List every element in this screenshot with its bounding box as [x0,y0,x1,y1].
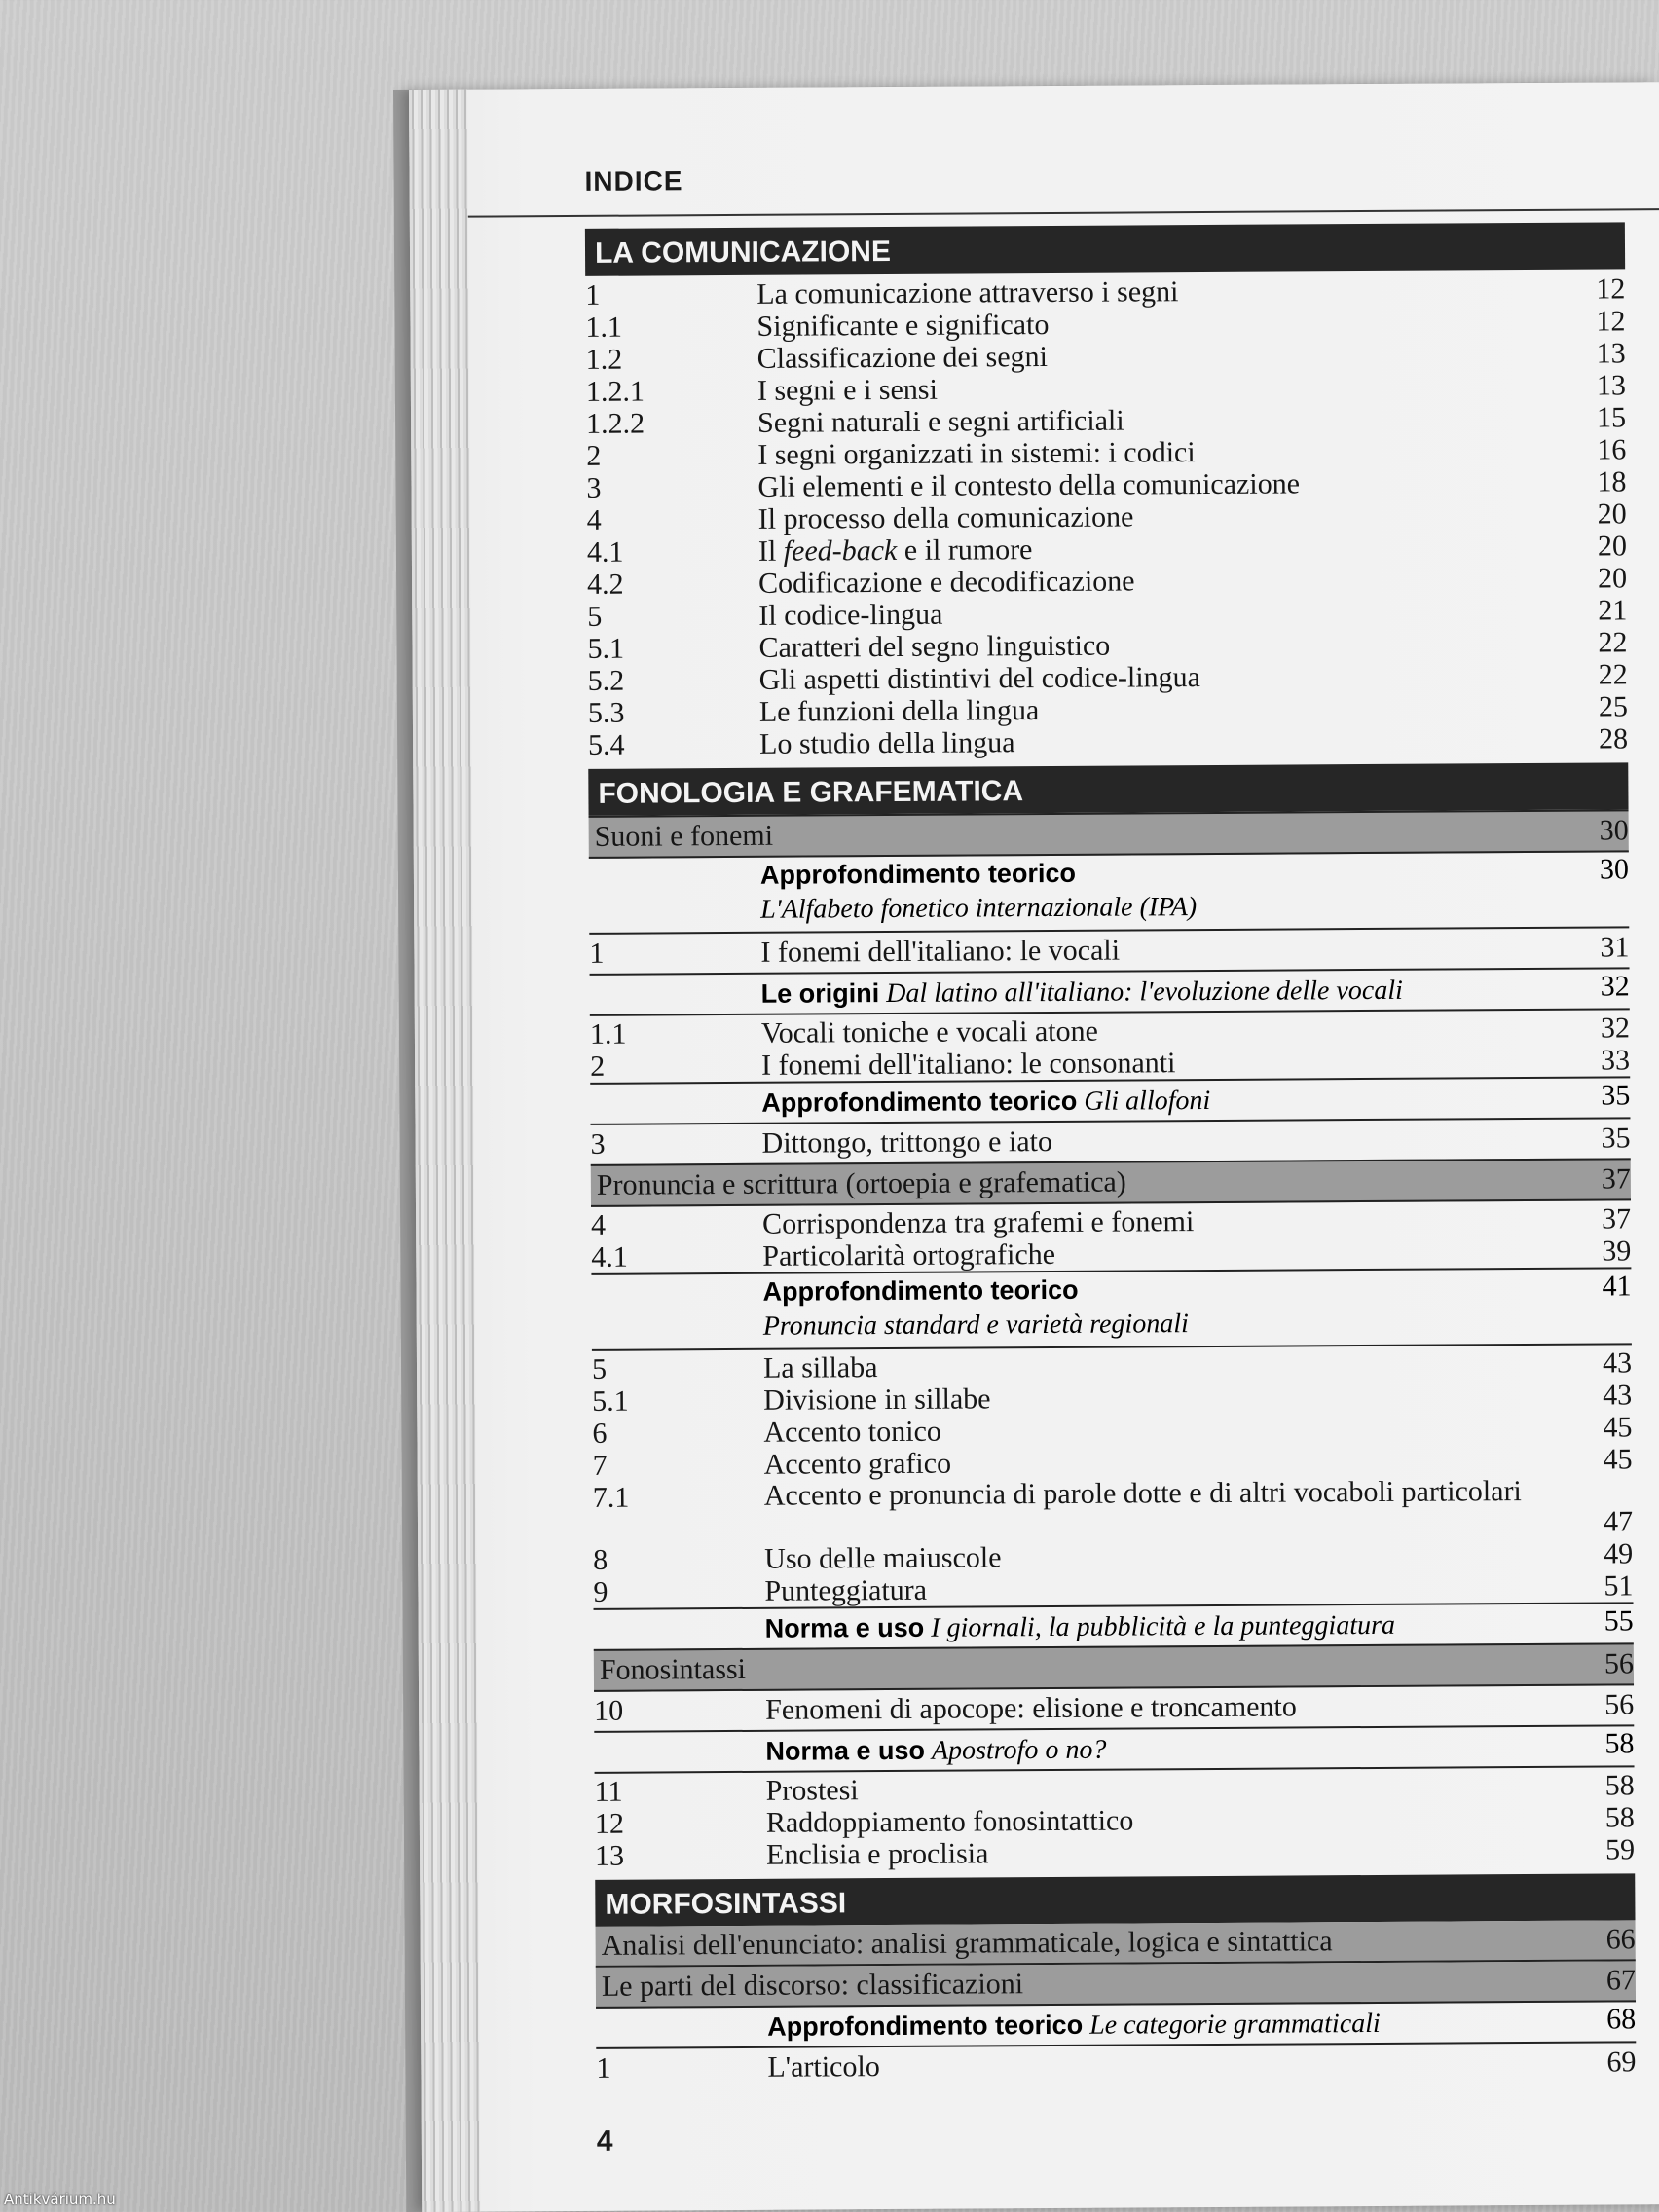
entry-title [758,534,1033,568]
entry-number: 1 [596,2051,611,2084]
insert-page: 35 [1601,1079,1631,1112]
subsection-page: 67 [1605,1964,1636,1997]
entry-number: 1.2.1 [585,375,645,408]
entry-page: 47 [1603,1505,1634,1538]
book-page [409,82,1659,2212]
subsection-page: 30 [1599,814,1629,847]
insert-title: I giornali, la pubblicità e la punteggiatura [931,1609,1396,1643]
entry-number: 11 [594,1775,623,1808]
entry-page: 28 [1598,722,1629,756]
toc-entry [596,2041,1636,2088]
insert-title: Gli allofoni [1084,1085,1211,1117]
section-heading-fonologia: FONOLOGIA E GRAFEMATICA [588,762,1628,816]
insert-page: 41 [1602,1270,1632,1303]
subsection-heading [596,1920,1636,1968]
entry-number: 9 [593,1575,608,1608]
entry-number: 13 [594,1839,625,1872]
entry-number: 5.1 [592,1384,629,1418]
entry-title: Dittongo, trittongo e iato [761,1124,1053,1160]
entry-page: 13 [1596,337,1626,370]
insert-title: L'Alfabeto fonetico internazionale (IPA) [760,892,1198,925]
insert-keyword: Approfondimento teorico [767,2009,1084,2042]
insert-line [765,1730,1106,1772]
entry-title: Accento grafico [763,1447,952,1481]
page-stack-edge [409,90,480,2212]
subsection-page: 56 [1604,1647,1635,1680]
entry-number: 5 [591,1352,608,1385]
entry-page: 20 [1597,562,1628,595]
page-number: 4 [596,2124,613,2157]
insert-page: 30 [1599,853,1630,886]
toc-entry [589,926,1629,974]
entry-page: 56 [1604,1688,1635,1721]
entry-number: 1.2 [585,343,623,376]
entry-page: 13 [1596,369,1626,402]
entry-number: 5.3 [587,696,625,729]
entry-title: Corrispondenza tra grafemi e fonemi [762,1205,1195,1240]
insert-keyword: Le origini [760,978,880,1009]
entry-number: 1 [585,278,601,312]
insert-norma-uso [594,1602,1634,1649]
subsection-title: Suoni e fonemi [594,819,774,853]
entry-title: Segni naturali e segni artificiali [756,404,1124,439]
entry-page: 43 [1603,1379,1633,1412]
entry-title: Particolarità ortografiche [762,1237,1056,1272]
entry-number: 8 [593,1543,608,1576]
entry-number: 2 [586,439,602,472]
entry-title: Divisione in sillabe [763,1382,991,1417]
insert-line [761,971,1403,1014]
entry-number: 5.2 [587,664,625,697]
entry-title: I segni organizzati in sistemi: i codici [757,436,1196,471]
section-entries-comunicazione [585,269,1628,761]
toc-entry [593,1475,1633,1544]
entry-page: 39 [1602,1235,1632,1268]
entry-page: 45 [1603,1411,1633,1444]
entry-title: Enclisia e proclisia [765,1837,989,1871]
entry-page: 12 [1596,273,1626,306]
insert-approfondimento [590,1076,1630,1124]
insert-title: Le categorie grammaticali [1089,2008,1381,2041]
toc-entry [590,1117,1630,1164]
entry-number: 5.4 [588,728,625,761]
entry-number: 1 [589,937,605,970]
entry-number: 5.1 [587,632,625,665]
entry-number: 3 [590,1127,606,1161]
entry-page: 43 [1602,1346,1633,1380]
section-heading-comunicazione: LA COMUNICAZIONE [585,222,1625,276]
entry-title-pre: Il [757,535,784,568]
entry-title: Gli aspetti distintivi del codice-lingua [758,661,1201,696]
entry-group [592,1343,1634,1608]
entry-title: I segni e i sensi [756,373,938,407]
entry-number: 3 [586,471,602,504]
entry-title: Le funzioni della lingua [758,694,1040,728]
subsection-title: Fonosintassi [599,1652,747,1686]
page-header: INDICE [584,166,683,197]
subsection-title: Le parti del discorso: classificazioni [601,1968,1024,2003]
entry-page: 15 [1596,401,1627,434]
entry-title: Lo studio della lingua [759,726,1015,760]
toc-entry [594,1685,1634,1731]
subsection-heading [589,809,1629,859]
entry-title: Il processo della comunicazione [757,500,1134,535]
entry-number: 1.1 [585,311,623,344]
insert-origini [590,967,1630,1014]
entry-title: I fonemi dell'italiano: le vocali [760,934,1121,969]
entry-number: 1.1 [589,1017,627,1051]
entry-title: Il codice-lingua [758,598,943,632]
entry-title: Prostesi [765,1774,859,1807]
insert-approfondimento [591,1267,1631,1349]
entry-page: 49 [1604,1537,1634,1570]
entry-number: 4.1 [586,535,624,569]
entry-number: 6 [592,1417,608,1450]
entry-number: 4 [586,503,602,536]
entry-page: 31 [1600,931,1630,964]
entry-title: La comunicazione attraverso i segni [756,276,1179,311]
subsection-title: Pronuncia e scrittura (ortoepia e grafematica) [596,1165,1126,1201]
entry-number: 2 [590,1050,606,1083]
entry-group [590,1008,1630,1083]
entry-title: Codificazione e decodificazione [758,565,1135,600]
table-of-contents [585,214,1637,2087]
insert-keyword: Norma e uso [765,1735,926,1766]
subsection-title: Analisi dell'enunciato: analisi grammaticale, logica e sintattica [601,1925,1333,1962]
entry-page: 32 [1600,1012,1631,1045]
entry-number: 7 [592,1449,608,1482]
entry-title: Classificazione dei segni [756,340,1049,375]
entry-title: Accento tonico [763,1415,941,1449]
insert-page: 55 [1604,1604,1634,1638]
entry-page: 58 [1604,1769,1635,1802]
entry-page: 33 [1601,1044,1631,1077]
entry-page: 51 [1604,1569,1634,1603]
entry-page: 22 [1598,658,1628,691]
watermark-text: Antikvárium.hu [4,2191,116,2208]
subsection-heading [594,1642,1634,1692]
entry-number: 4.1 [591,1240,628,1273]
insert-title: Apostrofo o no? [931,1734,1107,1766]
entry-group [595,1765,1636,1872]
entry-title-italic: feed-back [783,534,898,568]
entry-number: 4.2 [587,568,624,601]
entry-page: 20 [1597,498,1627,531]
entry-number: 1.2.2 [586,407,645,440]
subsection-heading [591,1158,1631,1207]
insert-line [761,1081,1210,1124]
entry-title: Uso delle maiuscole [764,1541,1002,1575]
section-heading-morfosintassi: MORFOSINTASSI [595,1873,1635,1927]
entry-page: 12 [1596,305,1626,338]
entry-number: 7.1 [592,1481,630,1514]
subsection-page: 37 [1601,1162,1631,1196]
entry-page: 21 [1598,594,1628,627]
entry-title: Raddoppiamento fonosintattico [765,1804,1134,1839]
entry-page: 22 [1598,626,1628,659]
insert-keyword: Approfondimento teorico [761,1086,1078,1118]
entry-page: 58 [1604,1801,1635,1834]
entry-group [591,1200,1631,1273]
entry-title: Significante e significato [756,308,1050,343]
insert-line [765,1605,1396,1649]
entry-title: La sillaba [762,1351,878,1384]
insert-keyword: Approfondimento teorico [762,1274,1079,1307]
entry-page: 69 [1606,2046,1637,2079]
entry-title: Punteggiatura [764,1573,928,1607]
insert-page: 32 [1600,970,1630,1003]
entry-title: L'articolo [767,2050,880,2083]
subsection-heading [596,1961,1636,2009]
entry-title: Gli elementi e il contesto della comunicazione [757,467,1301,503]
entry-title: Vocali toniche e vocali atone [760,1014,1099,1050]
insert-keyword: Approfondimento teorico [759,858,1077,890]
insert-approfondimento [589,852,1629,933]
insert-title: Dal latino all'italiano: l'evoluzione delle vocali [886,975,1403,1010]
entry-page: 59 [1604,1833,1636,1866]
entry-number: 10 [594,1694,624,1727]
insert-approfondimento [596,2002,1636,2047]
entry-number: 12 [594,1807,624,1840]
entry-page: 25 [1598,690,1628,723]
insert-title: Pronuncia standard e varietà regionali [762,1309,1189,1342]
entry-number: 5 [587,600,603,633]
insert-page: 58 [1604,1727,1635,1760]
entry-title: Accento e pronuncia di parole dotte e di altri vocaboli particolari [763,1475,1522,1512]
entry-page: 18 [1597,465,1627,498]
insert-keyword: Norma e uso [764,1612,925,1643]
subsection-page: 66 [1605,1923,1636,1956]
entry-page: 20 [1597,530,1627,563]
entry-number: 4 [591,1208,607,1241]
entry-title: I fonemi dell'italiano: le consonanti [761,1047,1176,1082]
toc-entry [588,722,1628,761]
insert-norma-uso [594,1724,1634,1772]
insert-line [767,2004,1381,2047]
toc-entry [595,1833,1635,1872]
entry-page: 45 [1603,1443,1633,1476]
entry-title: Fenomeni di apocope: elisione e troncamento [765,1690,1297,1726]
entry-page: 35 [1601,1122,1631,1155]
entry-page: 16 [1597,433,1627,466]
insert-page: 68 [1606,2003,1637,2036]
entry-page: 37 [1602,1202,1632,1235]
entry-title-post: e il rumore [897,534,1033,567]
entry-title: Caratteri del segno linguistico [758,629,1111,664]
